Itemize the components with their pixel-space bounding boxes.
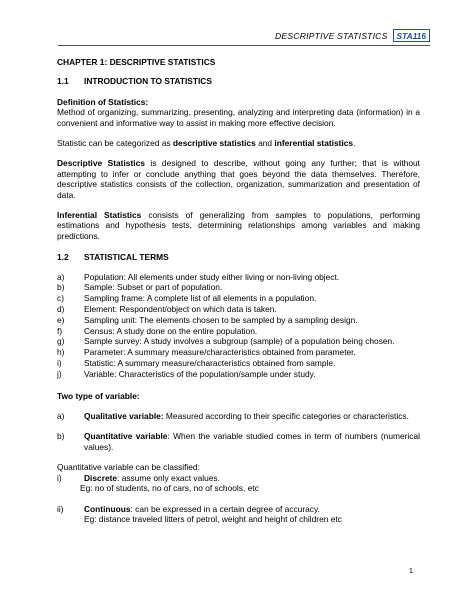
list-item (57, 326, 420, 337)
variable-type-qualitative (57, 411, 420, 421)
list-item (57, 272, 420, 283)
item-label: e) (57, 314, 65, 325)
item-label: b) (57, 431, 65, 442)
classified-intro: Quantitative variable can be classified: (57, 462, 200, 473)
item-label: g) (57, 336, 65, 347)
section-number: 1.1 (57, 76, 69, 87)
course-code-badge: STA116 (393, 29, 430, 42)
variable-types-heading: Two type of variable: (57, 390, 140, 401)
list-item (57, 336, 420, 347)
list-item (57, 304, 420, 315)
list-item (57, 282, 420, 293)
item-label: i) (57, 358, 62, 369)
item-text (84, 431, 420, 452)
item-text: Sample survey: A study involves a subgroup (sample) of a population being chosen. (84, 336, 395, 347)
item-text (84, 411, 420, 421)
item-label: ii) (57, 503, 64, 514)
item-text (84, 504, 320, 514)
term-descriptive-statistics: descriptive statistics (172, 138, 256, 149)
list-item (57, 293, 420, 304)
section-heading-1-2 (57, 252, 420, 262)
descriptive-paragraph (57, 158, 420, 200)
section-number: 1.2 (57, 252, 69, 263)
definition-text: Method of organizing, summarizing, presenting, analyzing and interpreting data (information) in a convenient and informative way to assist in making more effective decision. (57, 107, 420, 128)
descriptive-text: is designed to describe, without going any further; that is without attempting to infer or conclude anything that goes beyond the data themselves. Therefore, descriptive statistics consists of the collection, organization, summarization and presentation of data. (57, 158, 420, 200)
header-title: DESCRIPTIVE STATISTICS (275, 30, 388, 41)
statistical-terms-list (57, 272, 420, 380)
section-title: STATISTICAL TERMS (84, 252, 169, 263)
item-label: a) (57, 411, 65, 422)
item-label: b) (57, 282, 65, 293)
categorized-mid: and (255, 138, 275, 149)
item-label: j) (57, 368, 62, 379)
item-text: Sampling frame: A complete list of all elements in a population. (84, 293, 317, 304)
inferential-term: Inferential Statistics (57, 210, 142, 221)
classification-description: : can be expressed in a certain degree of accuracy. (130, 503, 320, 514)
variable-description: : When the variable studied comes in term of numbers (numerical values). (84, 431, 420, 452)
header-rule (58, 45, 430, 46)
classification-term: Discrete (84, 472, 118, 483)
list-item (57, 347, 420, 358)
item-text: Statistic: A summary measure/characteristics obtained from sample. (84, 358, 336, 369)
section-title: INTRODUCTION TO STATISTICS (84, 76, 212, 87)
inferential-text: consists of generalizing from samples to populations, performing estimations and hypothesis tests, determining relationships among variables and making predictions. (57, 210, 420, 241)
item-text: Census: A study done on the entire population. (84, 325, 258, 336)
descriptive-term: Descriptive Statistics (57, 158, 145, 169)
section-heading-1-1 (57, 76, 420, 86)
item-text (84, 473, 220, 483)
item-label: c) (57, 293, 64, 304)
classification-example: Eg: no of students, no of cars, no of schools, etc (80, 483, 259, 494)
item-label: a) (57, 271, 65, 282)
classification-term: Continuous (84, 503, 131, 514)
categorized-paragraph (57, 138, 420, 148)
inferential-paragraph (57, 210, 420, 241)
list-item (57, 369, 420, 380)
chapter-title: CHAPTER 1: DESCRIPTIVE STATISTICS (57, 57, 216, 67)
classification-example: Eg: distance traveled litters of petrol, weight and height of children etc (84, 513, 342, 524)
categorized-post: . (353, 138, 356, 149)
categorized-pre: Statistic can be categorized as (57, 138, 173, 149)
list-item (57, 358, 420, 369)
item-label: d) (57, 304, 65, 315)
classification-continuous (57, 504, 420, 525)
item-text: Parameter: A summary measure/characteristics obtained from parameter. (84, 347, 356, 358)
variable-term: Qualitative variable: (84, 411, 164, 422)
item-text: Element: Respondent/object on which data is taken. (84, 304, 277, 315)
variable-type-quantitative (57, 431, 420, 452)
page-content (57, 55, 420, 524)
definition-heading: Definition of Statistics: (57, 96, 149, 107)
variable-term: Quantitative variable (84, 431, 168, 442)
item-text: Variable: Characteristics of the population/sample under study. (84, 368, 316, 379)
classification-discrete (57, 473, 420, 494)
page-number: 1 (408, 566, 413, 575)
list-item (57, 315, 420, 326)
item-text: Sampling unit: The elements chosen to be sampled by a sampling design. (84, 314, 358, 325)
item-text: Sample: Subset or part of population. (84, 282, 223, 293)
classification-description: : assume only exact values. (117, 472, 220, 483)
variable-description: Measured according to their specific categories or characteristics. (163, 411, 409, 422)
item-label: h) (57, 347, 65, 358)
running-header (275, 29, 430, 42)
item-label: f) (57, 325, 63, 336)
item-text: Population: All elements under study either living or non-living object. (84, 271, 340, 282)
item-label: i) (57, 472, 62, 483)
term-inferential-statistics: inferential statistics (274, 138, 354, 149)
